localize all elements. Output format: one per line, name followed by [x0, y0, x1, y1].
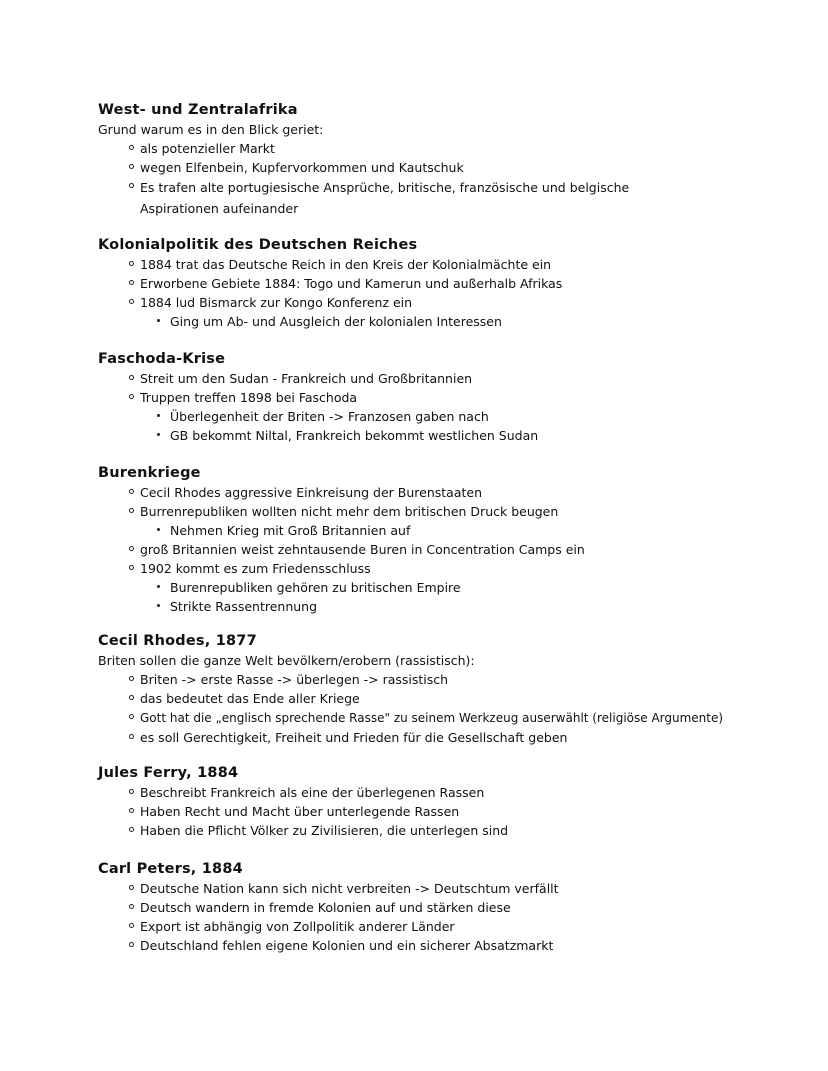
- circle-bullet-icon: [129, 734, 134, 739]
- list-item: Deutsch wandern in fremde Kolonien auf und stärken diese: [140, 898, 788, 917]
- list-item: als potenzieller Markt: [140, 139, 788, 158]
- circle-bullet-icon: [129, 280, 134, 285]
- circle-bullet-icon: [129, 183, 134, 188]
- circle-bullet-icon: [129, 942, 134, 947]
- list-item: Es trafen alte portugiesische Ansprüche, britische, französische und belgische Aspirationen aufeinander: [140, 177, 788, 219]
- section-heading: Burenkriege: [98, 465, 201, 481]
- circle-bullet-icon: [129, 508, 134, 513]
- section-heading: West- und Zentralafrika: [98, 102, 298, 118]
- sub-list-item: Ging um Ab- und Ausgleich der kolonialen Interessen: [170, 312, 788, 331]
- dot-bullet-icon: [157, 585, 160, 588]
- list-item: Export ist abhängig von Zollpolitik anderer Länder: [140, 917, 788, 936]
- list-item: Haben Recht und Macht über unterlegende Rassen: [140, 802, 788, 821]
- circle-bullet-icon: [129, 299, 134, 304]
- circle-bullet-icon: [129, 489, 134, 494]
- section-heading: Carl Peters, 1884: [98, 861, 243, 877]
- circle-bullet-icon: [129, 789, 134, 794]
- circle-bullet-icon: [129, 923, 134, 928]
- list-item: Deutschland fehlen eigene Kolonien und ein sicherer Absatzmarkt: [140, 936, 788, 955]
- dot-bullet-icon: [157, 319, 160, 322]
- list-item: 1902 kommt es zum Friedensschluss: [140, 559, 788, 578]
- section-carl-peters: [98, 859, 788, 955]
- section-burenkriege: [98, 463, 788, 616]
- section-jules-ferry: [98, 763, 788, 840]
- section-faschoda-krise: [98, 349, 788, 445]
- circle-bullet-icon: [129, 904, 134, 909]
- list-item: Burrenrepubliken wollten nicht mehr dem britischen Druck beugen: [140, 502, 788, 521]
- section-kolonialpolitik: [98, 235, 788, 331]
- dot-bullet-icon: [157, 528, 160, 531]
- list-item: Streit um den Sudan - Frankreich und Großbritannien: [140, 369, 788, 388]
- list-item: Haben die Pflicht Völker zu Zivilisieren, die unterlegen sind: [140, 821, 788, 840]
- circle-bullet-icon: [129, 827, 134, 832]
- dot-bullet-icon: [157, 433, 160, 436]
- circle-bullet-icon: [129, 885, 134, 890]
- list-item: 1884 lud Bismarck zur Kongo Konferenz ein: [140, 293, 788, 312]
- sub-list-item: Burenrepubliken gehören zu britischen Empire: [170, 578, 788, 597]
- sub-list-item: Strikte Rassentrennung: [170, 597, 788, 616]
- circle-bullet-icon: [129, 145, 134, 150]
- section-heading: Kolonialpolitik des Deutschen Reiches: [98, 237, 418, 253]
- circle-bullet-icon: [129, 676, 134, 681]
- list-item: das bedeutet das Ende aller Kriege: [140, 689, 788, 708]
- section-intro: Grund warum es in den Blick geriet:: [98, 122, 324, 137]
- list-item: Cecil Rhodes aggressive Einkreisung der Burenstaaten: [140, 483, 788, 502]
- sub-list-item: GB bekommt Niltal, Frankreich bekommt westlichen Sudan: [170, 426, 788, 445]
- circle-bullet-icon: [129, 565, 134, 570]
- list-item: Beschreibt Frankreich als eine der überlegenen Rassen: [140, 783, 788, 802]
- list-item: es soll Gerechtigkeit, Freiheit und Frieden für die Gesellschaft geben: [140, 728, 788, 747]
- circle-bullet-icon: [129, 695, 134, 700]
- circle-bullet-icon: [129, 546, 134, 551]
- list-item: Deutsche Nation kann sich nicht verbreiten -> Deutschtum verfällt: [140, 879, 788, 898]
- circle-bullet-icon: [129, 164, 134, 169]
- list-item: wegen Elfenbein, Kupfervorkommen und Kautschuk: [140, 158, 788, 177]
- circle-bullet-icon: [129, 808, 134, 813]
- circle-bullet-icon: [129, 714, 134, 719]
- list-item: Truppen treffen 1898 bei Faschoda: [140, 388, 788, 407]
- section-heading: Faschoda-Krise: [98, 351, 226, 367]
- circle-bullet-icon: [129, 375, 134, 380]
- list-item: Briten -> erste Rasse -> überlegen -> rassistisch: [140, 670, 788, 689]
- sub-list-item: Überlegenheit der Briten -> Franzosen gaben nach: [170, 407, 788, 426]
- section-intro: Briten sollen die ganze Welt bevölkern/erobern (rassistisch):: [98, 653, 475, 668]
- circle-bullet-icon: [129, 394, 134, 399]
- list-item: Erworbene Gebiete 1884: Togo und Kamerun und außerhalb Afrikas: [140, 274, 788, 293]
- list-item: 1884 trat das Deutsche Reich in den Kreis der Kolonialmächte ein: [140, 255, 788, 274]
- list-item: groß Britannien weist zehntausende Buren in Concentration Camps ein: [140, 540, 788, 559]
- section-cecil-rhodes: [98, 631, 788, 747]
- section-heading: Cecil Rhodes, 1877: [98, 633, 257, 649]
- list-item: Gott hat die „englisch sprechende Rasse" zu seinem Werkzeug auserwählt (religiöse Argumente): [140, 708, 788, 728]
- circle-bullet-icon: [129, 261, 134, 266]
- dot-bullet-icon: [157, 414, 160, 417]
- section-west-zentralafrika: [98, 100, 788, 219]
- dot-bullet-icon: [157, 604, 160, 607]
- sub-list-item: Nehmen Krieg mit Groß Britannien auf: [170, 521, 788, 540]
- section-heading: Jules Ferry, 1884: [98, 765, 239, 781]
